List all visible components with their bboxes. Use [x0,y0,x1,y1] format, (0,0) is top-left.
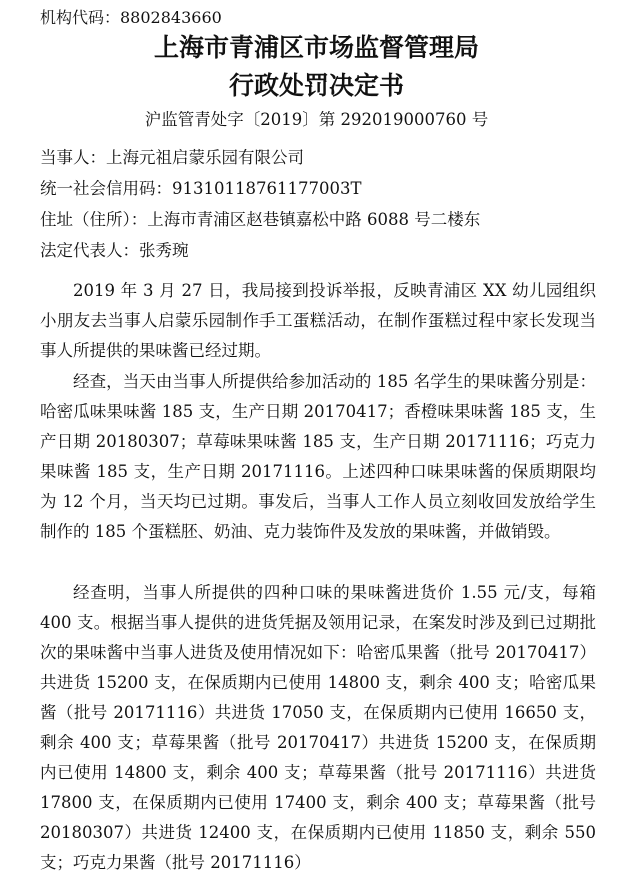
party-name: 当事人：上海元祖启蒙乐园有限公司 [40,148,304,167]
party-credit-code: 统一社会信用码：91310118761177003T [40,179,362,198]
party-address: 住址（住所）：上海市青浦区赵巷镇嘉松中路 6088 号二楼东 [40,210,481,229]
paragraph-investigation: 经查，当天由当事人所提供给参加活动的 185 名学生的果味酱分别是：哈密瓜味果味酱 185 支，生产日期 20170417；香橙味果味酱 185 支，生产日期 20180307；草莓味果味酱 185 支，生产日期 20171116；巧克力果味酱 185 支，生产日期 20171116。上述四种口味果味酱的保质期限均为 12 个月，当天均已过期。事发后，当事人工作人员立刻收回发放给学生制作的 185 个蛋糕胚、奶油、克力装饰件及发放的果味酱，并做销毁。 [40,372,596,541]
paragraph-complaint: 2019 年 3 月 27 日，我局接到投诉举报，反映青浦区 XX 幼儿园组织小朋友去当事人启蒙乐园制作手工蛋糕活动，在制作蛋糕过程中家长发现当事人所提供的果味酱已经过期。 [40,281,596,360]
org-code: 机构代码：8802843660 [40,8,222,27]
title-authority: 上海市青浦区市场监督管理局 [153,33,479,62]
title-document-type: 行政处罚决定书 [228,71,404,100]
document-number: 沪监管青处字〔2019〕第 292019000760 号 [144,110,489,129]
party-legal-representative: 法定代表人：张秀琬 [40,241,189,260]
paragraph-findings: 经查明，当事人所提供的四种口味的果味酱进货价 1.55 元/支，每箱 400 支。根据当事人提供的进货凭据及领用记录，在案发时涉及到已过期批次的果味酱中当事人进货及使用情况如下：哈密瓜果酱（批号 20170417）共进货 15200 支，在保质期内已使用 14800 支，剩余 400 支；哈密瓜果酱（批号 20171116）共进货 17050 支，在保质期内已使用 16650 支，剩余 400 支；草莓果酱（批号 20170417）共进货 15200 支，在保质期内已使用 14800 支，剩余 400 支；草莓果酱（批号 20171116）共进货 17800 支，在保质期内已使用 17400 支，剩余 400 支；草莓果酱（批号 20180307）共进货 12400 支，在保质期内已使用 11850 支，剩余 550 支；巧克力果酱（批号 20171116） [40,583,596,872]
